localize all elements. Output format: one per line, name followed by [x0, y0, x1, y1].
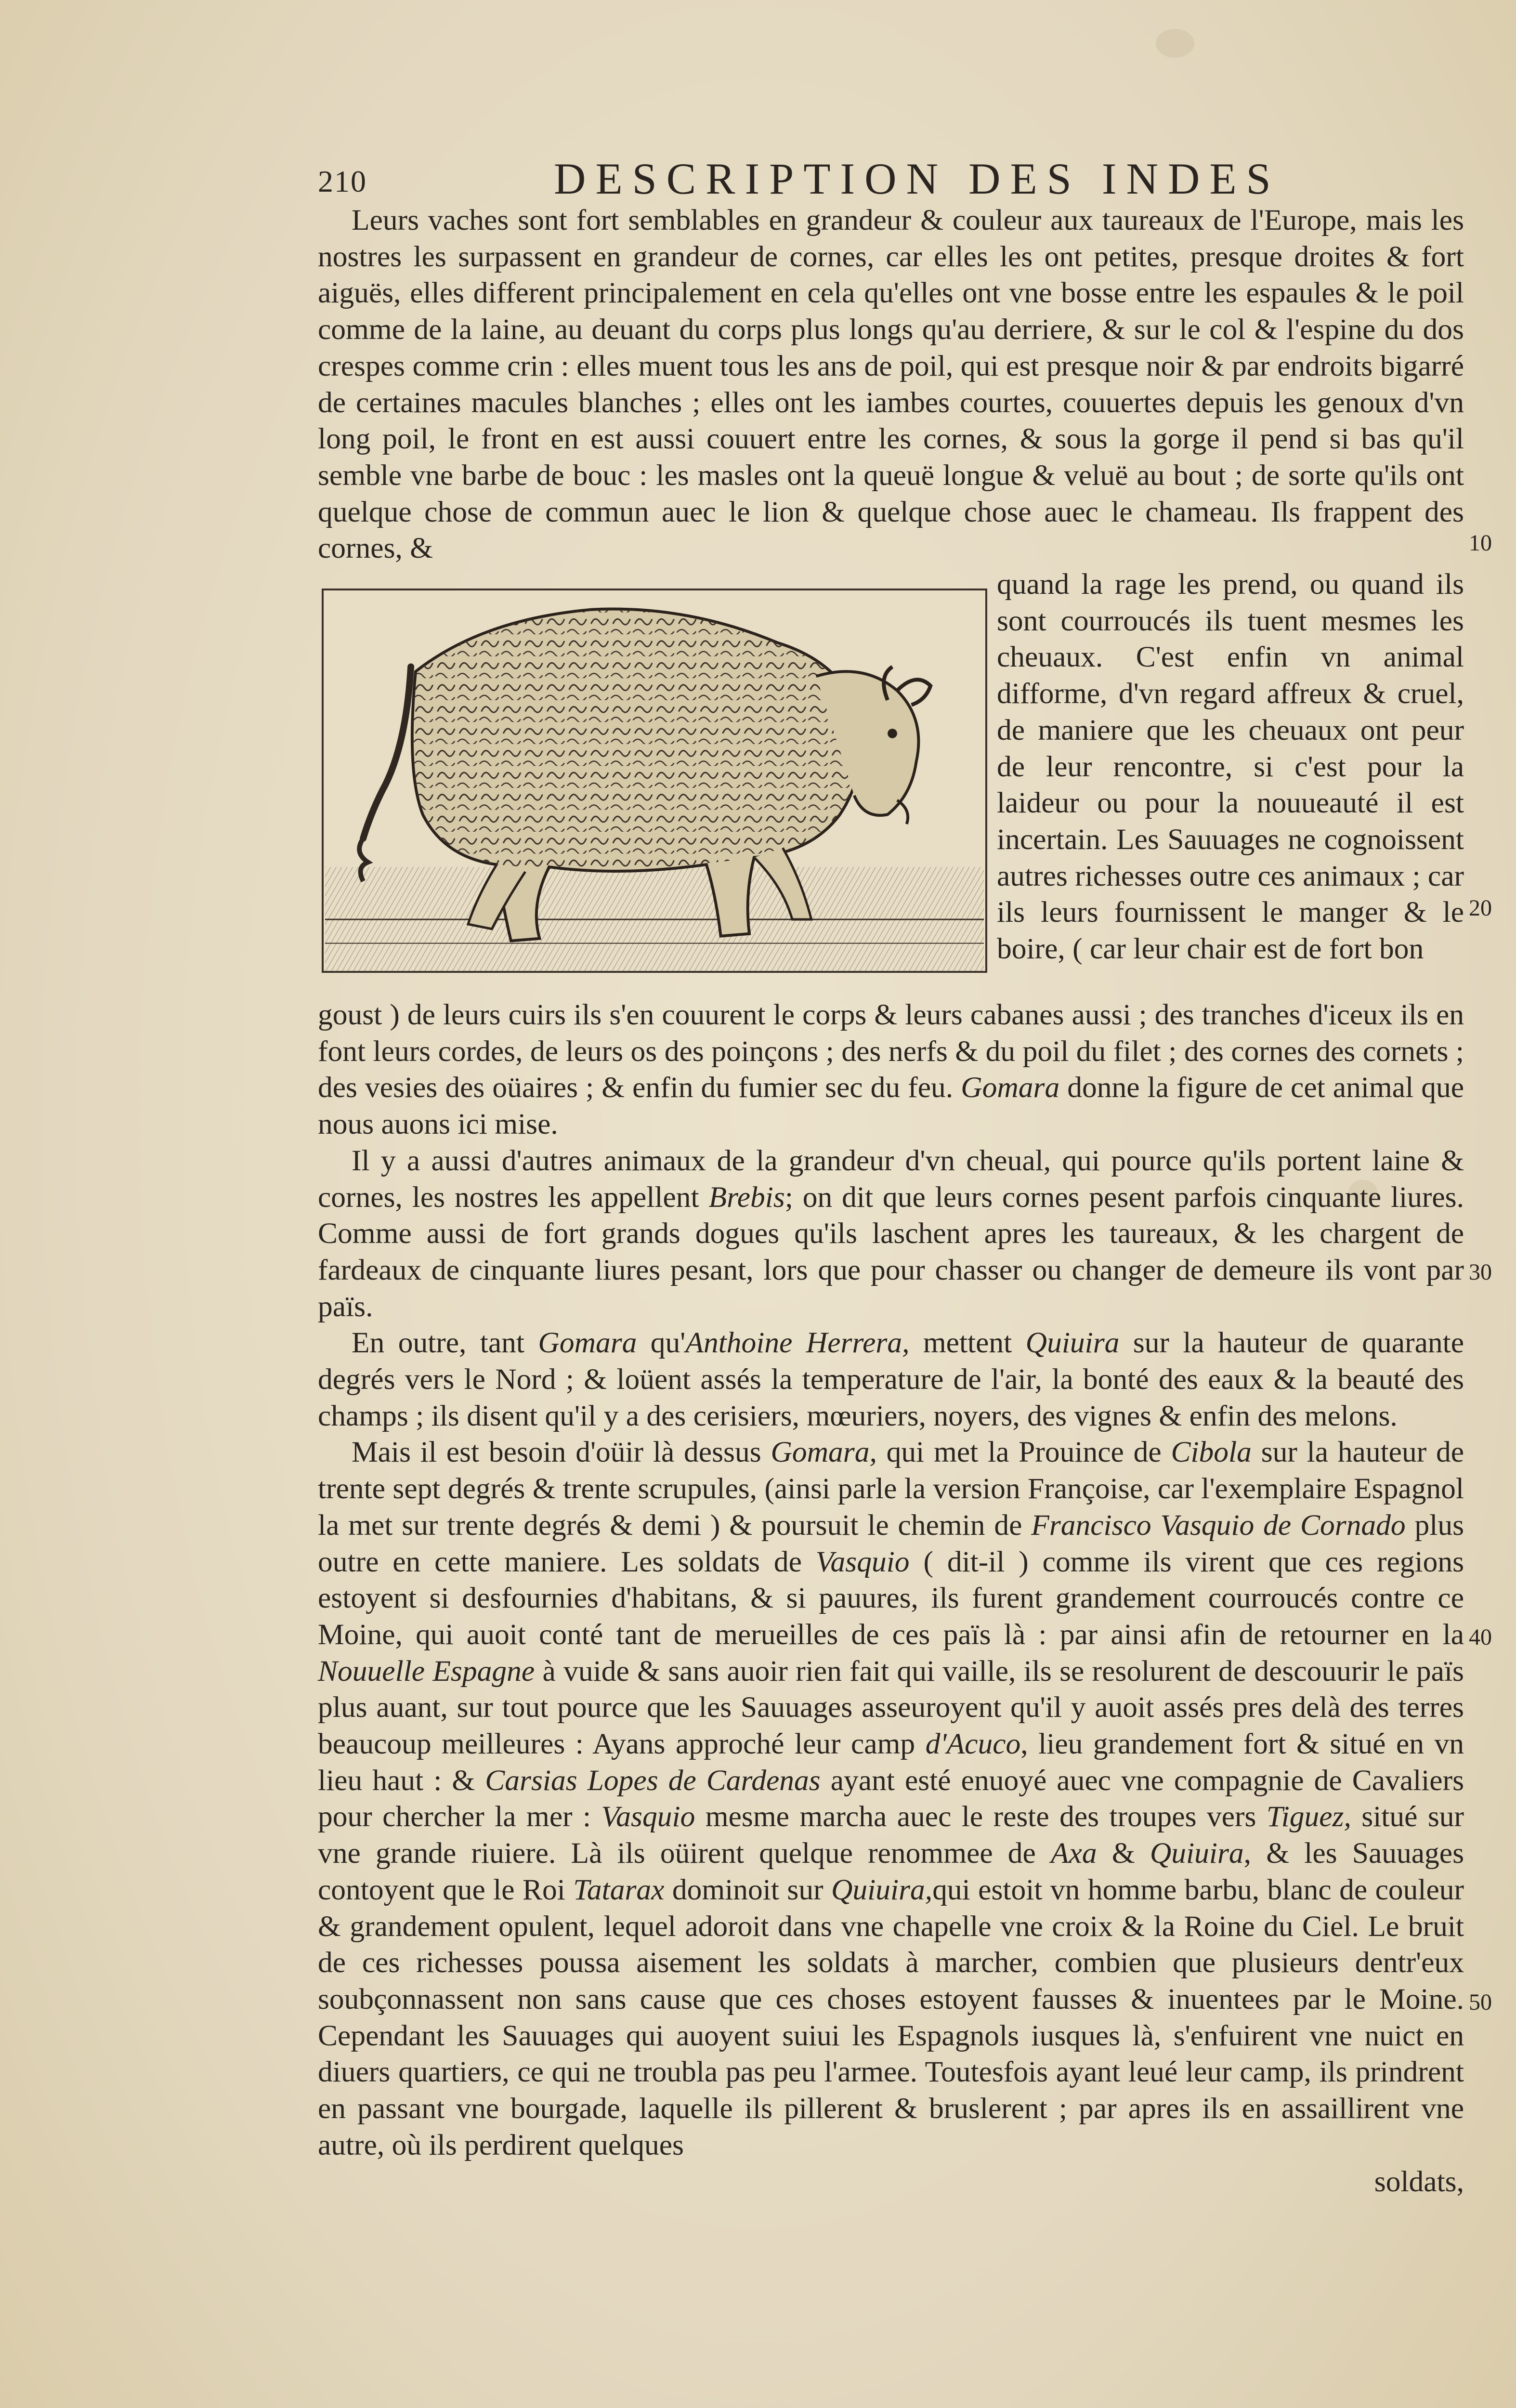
paper-stain: [1156, 29, 1194, 58]
bison-woodcut-figure: [322, 589, 987, 973]
continuation-paragraph: goust ) de leurs cuirs ils s'en couurent le corps & leurs cabanes aussi ; des tranches d'iceux ils en font leurs cordes, de leurs os des poinçons ; des nerfs & du poil du filet ; des cornes des cornets ; des vesies des oüaires ; & enfin du fumier sec du feu. Gomara donne la figure de cet animal que nous auons ici mise.: [318, 998, 1464, 1141]
main-text: [318, 997, 1464, 2200]
line-number: 10: [1469, 530, 1492, 556]
line-number: 50: [1469, 1989, 1492, 2015]
catchword: soldats,: [1374, 2165, 1464, 2198]
line-number: 20: [1469, 895, 1492, 921]
line-number-margin: [1469, 0, 1512, 2408]
page-number: 210: [318, 164, 367, 198]
line-number: 40: [1469, 1624, 1492, 1650]
intro-paragraph: [318, 202, 1464, 567]
bison-icon: [324, 590, 985, 971]
paragraph-quiuira: En outre, tant Gomara qu'Anthoine Herrera, mettent Quiuira sur la hauteur de quarante degrés vers le Nord ; & loüent assés la temperature de l'air, la bonté des eaux & la beauté des champs ; ils disent qu'il y a des cerisiers, mœuriers, noyers, des vignes & enfin des melons.: [318, 1326, 1464, 1432]
text-beside-figure: [997, 566, 1464, 968]
page-header: [318, 153, 1483, 201]
intro-text: Leurs vaches sont fort semblables en grandeur & couleur aux taureaux de l'Europe, mais les nostres les surpassent en grandeur de cornes, car elles les ont petites, presque droites & fort aiguës, elles different principalement en cela qu'elles ont vne bosse entre les espaules & le poil comme de la laine, au deuant du corps plus longs qu'au derriere, & sur le col & l'espine du dos crespes comme crin : elles muent tous les ans de poil, qui est presque noir & par endroits bigarré de certaines macules blanches ; elles ont les iambes courtes, couuertes depuis les genoux d'vn long poil, le front en est aussi couuert entre les cornes, & sous la gorge il pend si bas qu'il semble vne barbe de bouc : les masles ont la queuë longue & veluë au bout ; de sorte qu'ils ont quelque chose de commun auec le lion & quelque chose auec le chameau. Ils frappent des cornes, &: [318, 204, 1464, 565]
paragraph-cibola: Mais il est besoin d'oüir là dessus Gomara, qui met la Prouince de Cibola sur la hauteur de trente sept degrés & trente scrupules, (ainsi parle la version Françoise, car l'exemplaire Espagnol la met sur trente degrés & demi ) & poursuit le chemin de Francisco Vasquio de Cornado plus outre en cette maniere. Les soldats de Vasquio ( dit-il ) comme ils virent que ces regions estoyent si desfournies d'habitans, & si pauures, ils furent grandement courroucés contre ce Moine, qui auoit conté tant de merueilles de ces païs là : par ainsi afin de retourner en la Nouuelle Espagne à vuide & sans auoir rien fait qui vaille, ils se resolurent de descouurir le païs plus auant, sur tout pource que les Sauuages asseuroyent qu'il y auoit assés pres delà des terres beaucoup meilleures : Ayans approché leur camp d'Acuco, lieu grandement fort & situé en vn lieu haut : & Carsias Lopes de Cardenas ayant esté enuoyé auec vne compagnie de Cavaliers pour chercher la mer : Vasquio mesme marcha auec le reste des troupes vers Tiguez, situé sur vne grande riuiere. Là ils oüirent quelque renommee de Axa & Quiuira, & les Sauuages contoyent que le Roi Tatarax dominoit sur Quiuira,qui estoit vn homme barbu, blanc de couleur & grandement opulent, lequel adoroit dans vne chapelle vne croix & la Roine du Ciel. Le bruit de ces richesses poussa aisement les soldats à marcher, combien que plusieurs dentr'eux soubçonnassent non sans cause que ces choses estoyent fausses & inuentees par le Moine. Cependant les Sauuages qui auoyent suiui les Espagnols iusques là, s'enfuirent vne nuict en diuers quartiers, ce qui ne troubla pas peu l'armee. Toutesfois ayant leué leur camp, ils prindrent en passant vne bourgade, laquelle ils pillerent & bruslerent ; par apres ils en assaillirent vne autre, où ils perdirent quelques: [318, 1436, 1464, 2161]
beside-figure-text: quand la rage les prend, ou quand ils sont courroucés ils tuent mesmes les cheuaux. C'est enfin vn animal difforme, d'vn regard affreux & cruel, de maniere que les cheuaux ont peur de leur rencontre, si c'est pour la laideur ou pour la nouueauté il est incertain. Les Sauuages ne cognoissent autres richesses outre ces animaux ; car ils leurs fournissent le manger & le boire, ( car leur chair est de fort bon: [997, 568, 1464, 966]
line-number: 30: [1469, 1259, 1492, 1285]
running-head: DESCRIPTION DES INDES: [554, 154, 1281, 203]
paragraph-brebis: Il y a aussi d'autres animaux de la grandeur d'vn cheual, qui pource qu'ils portent laine & cornes, les nostres les appellent Brebis; on dit que leurs cornes pesent parfois cinquante liures. Comme aussi de fort grands dogues qu'ils laschent apres les taureaux, & les chargent de fardeaux de cinquante liures pesant, lors que pour chasser ou changer de demeure ils vont par païs.: [318, 1144, 1464, 1323]
